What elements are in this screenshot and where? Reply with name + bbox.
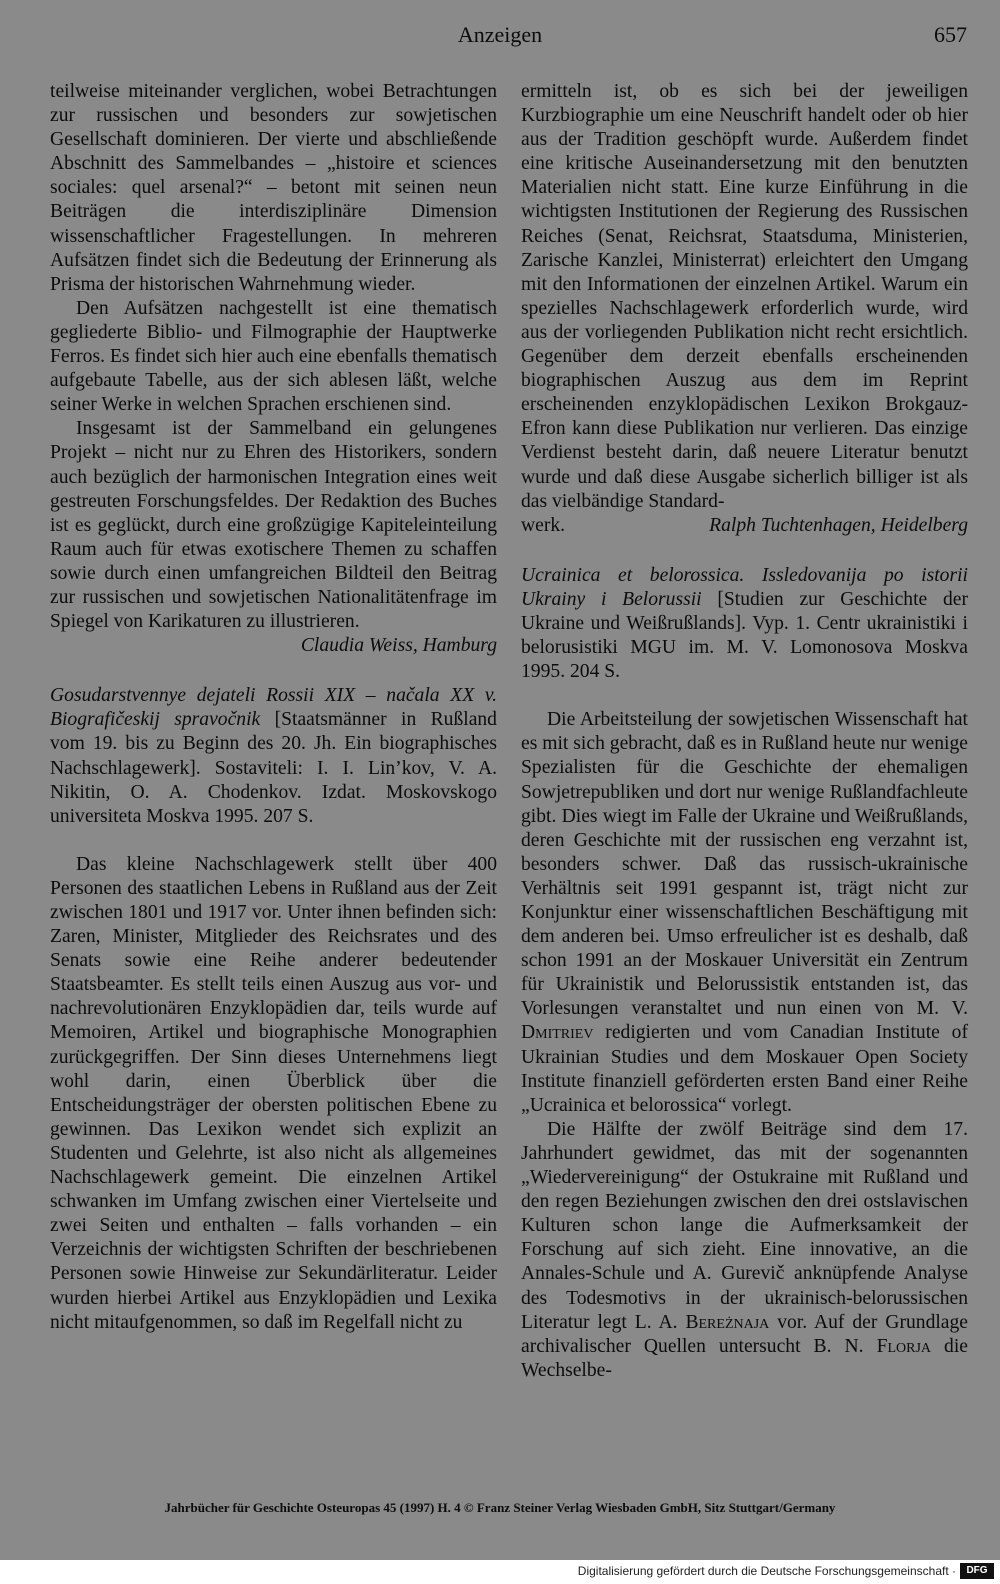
right-paragraph-3-text-c: die Wechselbe- [521,1335,968,1381]
left-paragraph-1: teilweise miteinander verglichen, wobei Betrachtungen zur russischen und besonders zur sowjetischen Gesellschaft dominieren. Der vierte und abschließende Abschnitt des Sammelbandes – „histoire et sciences sociales: quel arsenal?“ – betont mit seinen neun Beiträgen die interdisziplinäre Dimension wissenschaftlicher Fragestellungen. In mehreren Aufsätzen findet sich die Bedeutung der Erinnerung als Prisma der historischen Wahrnehmung wieder. [50,81,497,295]
right-paragraph-3-text-a: Die Hälfte der zwölf Beiträge sind dem 17. Jahrhundert gewidmet, das mit der sogenannten „Wiedervereinigung“ der Ostukraine mit Rußland und den regen Beziehungen zwischen den drei ostslavischen Kulturen schon lange die Aufmerksamkeit der Forschung auf sich zieht. Eine innovative, an die Annales-Schule und A. Gurevič anknüpfende Analyse des Todesmotivs in der ukrainisch-belorussischen Literatur legt L. A. [521,1118,968,1333]
page-header [0,22,1000,50]
review-heading-2-details: [Staatsmänner in Rußland vom 19. bis zu Beginn des 20. Jh. Ein biographisches Nachschlagewerk]. Sostaviteli: I. I. Lin’kov, V. A. Nikitin, O. A. Chodenkov. Izdat. Moskovskogo universiteta Moskva 1995. 207 S. [50,709,497,827]
page-number: 657 [934,22,967,47]
paragraph-tail: werk. [521,514,566,536]
reviewer-signature-2: Ralph Tuchtenhagen, Heidelberg [709,514,968,536]
review-heading-2 [50,684,497,829]
right-paragraph-3-text-b: vor. Auf der Grundlage archivalischer Quellen untersucht B. N. [521,1311,968,1357]
reviewer-signature-1: Claudia Weiss, Hamburg [300,635,497,657]
review-heading-2-title: Gosudarstvennye dejateli Rossii XIX – načala XX v. Biografičeskij spravočnik [50,685,497,731]
author-name-dmitriev: Dmitriev [521,1022,594,1044]
right-paragraph-2-text-b: redigierten und vom Canadian Institute of Ukrainian Studies und dem Moskauer Open Society Institute finanziell geförderten ersten Band einer Reihe „Ucrainica et belorossica“ vorlegt. [521,1022,968,1116]
dfg-funding-text: Digitalisierung gefördert durch die Deutsche Forschungsgemeinschaft · [577,1564,956,1578]
reviewer-signature-line-2 [521,514,968,538]
dfg-funding-bar [0,1560,1000,1584]
author-name-bereznaja: Bereżnaja [685,1311,770,1333]
left-paragraph-2: Den Aufsätzen nachgestellt ist eine thematisch gegliederte Biblio- und Filmographie der Hauptwerke Ferros. Es findet sich hier auch eine ebenfalls thematisch aufgebaute Tabelle, aus der sich ablesen läßt, welche seiner Werke in welchen Sprachen erschienen sind. [50,297,497,416]
right-column [521,80,968,1383]
right-paragraph-1: ermitteln ist, ob es sich bei der jeweiligen Kurzbiographie um eine Neuschrift handelt oder ob hier aus der Tradition geschöpft wurde. Außerdem findet eine kritische Auseinandersetzung mit den benutzten Materialien nicht statt. Eine kurze Einführung in die wichtigsten Institutionen der Regierung des Russischen Reiches (Senat, Reichsrat, Staatsduma, Ministerien, Zarische Kanzlei, Ministerrat) erleichtert den Umgang mit den Informationen der einzelnen Artikel. Warum ein spezielles Nachschlagewerk erforderlich wurde, wird aus der vorliegenden Publikation nicht recht ersichtlich. Gegenüber dem derzeit ebenfalls erscheinenden biographischen Auszug aus dem im Reprint erscheinenden enzyklopädischen Lexikon Brokgauz-Efron kann diese Publikation nur verlieren. Das einzige Verdienst besteht darin, daß neuere Literatur benutzt wurde und daß diese Ausgabe sicherlich billiger ist als das vielbändige Standard- [521,81,968,512]
dfg-logo: DFG [960,1563,994,1579]
right-paragraph-2-text-a: Die Arbeitsteilung der sowjetischen Wissenschaft hat es mit sich gebracht, daß es in Rußland heute nur wenige Spezialisten für die Geschichte der ehemaligen Sowjetrepubliken und dort nur wenige Rußlandfachleute gibt. Dies wiegt im Falle der Ukraine und Weißrußlands, deren Geschichte mit der russischen eng verzahnt ist, besonders schwer. Daß das russisch-ukrainische Verhältnis seit 1991 gespannt ist, trägt nicht zur Konjunktur einer wissenschaftlichen Beschäftigung mit dem anderen bei. Umso erfreulicher ist es deshalb, daß schon 1991 an der Moskauer Universität ein Zentrum für Ukrainistik und Belorussistik entstanden ist, das Vorlesungen veranstaltet und nun einen von M. V. [521,709,968,1020]
review-heading-3-details: [Studien zur Geschichte der Ukraine und Weißrußlands]. Vyp. 1. Centr ukrainistiki i belorusistiki MGU im. M. V. Lomonosova Moskva 1995. 204 S. [521,588,968,683]
left-paragraph-3: Insgesamt ist der Sammelband ein gelungenes Projekt – nicht nur zu Ehren des Historikers, sondern auch bezüglich der harmonischen Integration eines weit gestreuten Forschungsfeldes. Der Redaktion des Buches ist es geglückt, durch eine großzügige Kapiteleinteilung Raum auch für etwas exotischere Themen zu schaffen sowie durch einen umfangreichen Bildteil den Beitrag zur russischen und sowjetischen Nationalitätenfrage im Spiegel von Karikaturen zu illustrieren. [50,418,497,633]
author-name-florja: Florja [876,1335,932,1357]
review-heading-3-title: Ucrainica et belorossica. Issledovanija po istorii Ukrainy i Belorussii [521,564,968,610]
left-paragraph-4: Das kleine Nachschlagewerk stellt über 400 Personen des staatlichen Lebens in Rußland aus der Zeit zwischen 1801 und 1917 vor. Unter ihnen befinden sich: Zaren, Minister, Mitglieder des Reichsrates und des Senats sowie eine Reihe anderer bedeutender Staatsbeamter. Es stellt teils einen Auszug aus vor- und nachrevolutionären Enzyklopädien dar, teils wurde auf Memoiren, Artikel und biographische Monographien zurückgegriffen. Der Sinn dieses Unternehmens liegt wohl darin, einen Überblick über die Entscheidungsträger der obersten politischen Ebene zu gewinnen. Das Lexikon wendet sich explizit an Studenten und Gelehrte, ist also nicht als allgemeines Nachschlagewerk gemeint. Die einzelnen Artikel schwanken im Umfang zwischen einer Viertelseite und zwei Seiten und enthalten – falls vorhanden – ein Verzeichnis der wichtigsten Schriften der beschriebenen Personen sowie Hinweise zur Sekundärliteratur. Leider wurden hierbei Artikel aus Enzyklopädien und Lexika nicht mitaufgenommen, so daß im Regelfall nicht zu [50,853,497,1333]
right-paragraph-3 [521,1118,968,1383]
review-heading-3 [521,564,968,684]
running-title: Anzeigen [457,22,543,47]
journal-footer: Jahrbücher für Geschichte Osteuropas 45 (1997) H. 4 © Franz Steiner Verlag Wiesbaden GmbH, Sitz Stuttgart/Germany [164,1500,836,1515]
right-paragraph-2 [521,708,968,1118]
left-column [50,80,497,1335]
